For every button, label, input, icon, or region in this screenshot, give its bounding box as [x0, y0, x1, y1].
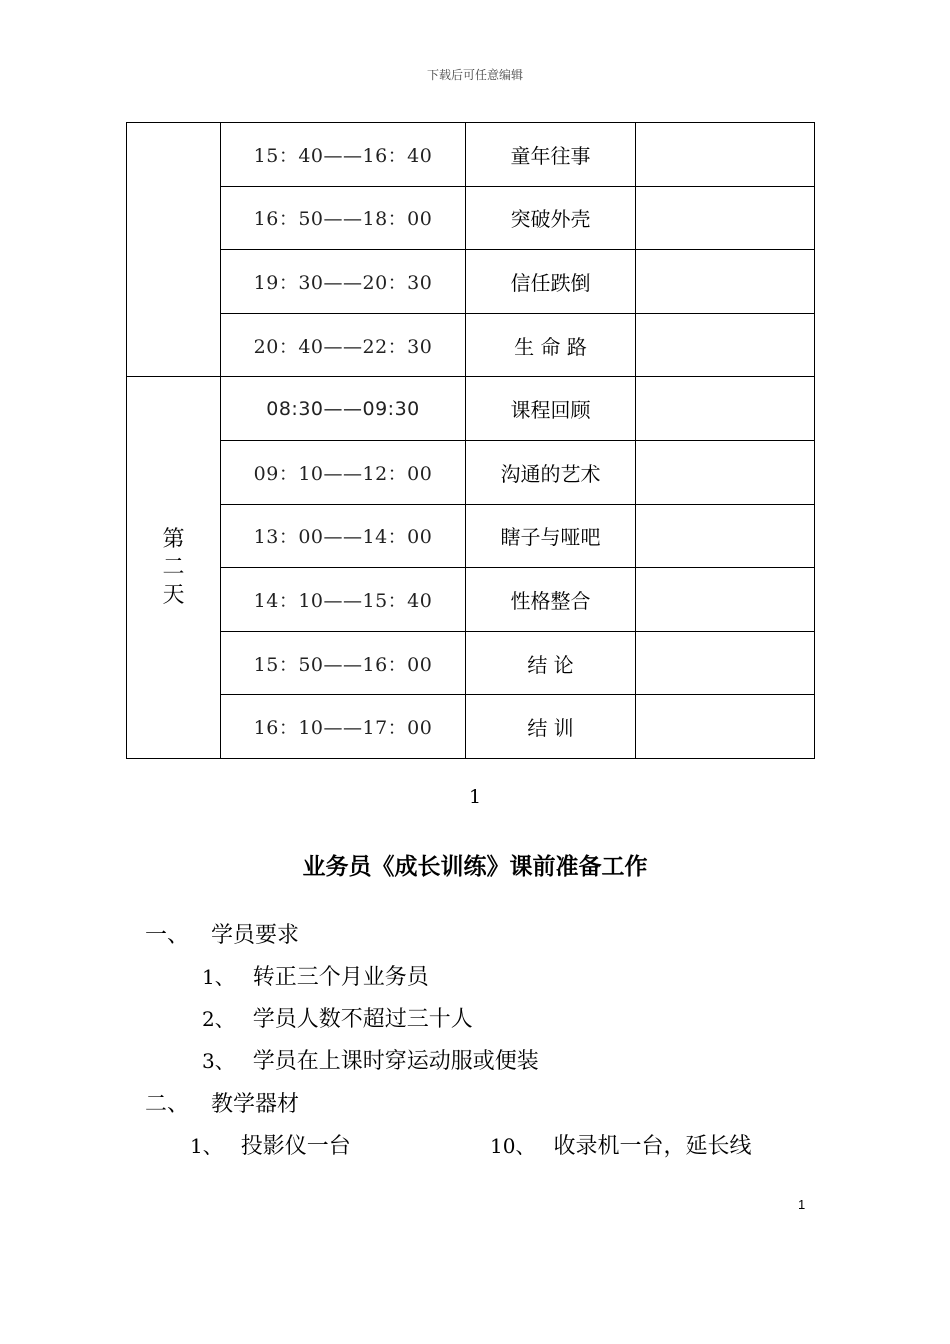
course-cell: 生 命 路: [466, 313, 636, 377]
list-item-text: 转正三个月业务员: [252, 965, 429, 990]
table-row: [127, 313, 815, 377]
table-row: [127, 377, 815, 441]
section-1-title: 学员要求: [211, 923, 300, 948]
table-row: [127, 631, 815, 695]
note-cell: [636, 250, 815, 314]
time-cell: 09：10——12：00: [221, 440, 466, 504]
course-cell: 结 训: [466, 695, 636, 759]
list-item: [490, 1129, 751, 1160]
table-row: [127, 695, 815, 759]
list-item: [202, 960, 429, 991]
table-row: [127, 504, 815, 568]
list-item: [202, 1002, 473, 1033]
table-row: [127, 186, 815, 250]
list-item: [202, 1044, 539, 1075]
section-2-heading: [145, 1087, 299, 1118]
page-number-mid: 1: [468, 786, 482, 808]
list-item-number: 1、: [202, 965, 235, 989]
time-cell: 13：00——14：00: [221, 504, 466, 568]
note-cell: [636, 313, 815, 377]
list-item-text: 收录机一台，延长线: [553, 1134, 752, 1159]
list-item-text: 学员在上课时穿运动服或便装: [252, 1049, 539, 1074]
course-cell: 信任跌倒: [466, 250, 636, 314]
note-cell: [636, 440, 815, 504]
list-item-number: 1、: [190, 1134, 223, 1158]
time-cell: 20：40——22：30: [221, 313, 466, 377]
header-note: 下载后可任意编辑: [426, 68, 523, 82]
course-cell: 突破外壳: [466, 186, 636, 250]
course-cell: 瞎子与哑吧: [466, 504, 636, 568]
list-item-text: 投影仪一台: [240, 1134, 351, 1159]
footer-page-number: 1: [798, 1197, 806, 1212]
note-cell: [636, 504, 815, 568]
section-2-number: 二、: [145, 1092, 190, 1117]
list-item-text: 学员人数不超过三十人: [252, 1007, 473, 1032]
table-row: [127, 123, 815, 187]
time-cell: 15：40——16：40: [221, 123, 466, 187]
section-2-title: 教学器材: [211, 1092, 300, 1117]
section-1-number: 一、: [145, 923, 190, 948]
table-row: [127, 440, 815, 504]
table-row: [127, 568, 815, 632]
schedule-table: [126, 122, 815, 759]
course-cell: 童年往事: [466, 123, 636, 187]
note-cell: [636, 631, 815, 695]
course-cell: 结 论: [466, 631, 636, 695]
document-title: 业务员《成长训练》课前准备工作: [302, 854, 648, 880]
time-cell: 15：50——16：00: [221, 631, 466, 695]
course-cell: 性格整合: [466, 568, 636, 632]
section-1-heading: [145, 918, 299, 949]
day-cell-first: [127, 123, 221, 377]
note-cell: [636, 568, 815, 632]
list-item-number: 2、: [202, 1007, 235, 1031]
list-item: [190, 1129, 351, 1160]
list-item-number: 3、: [202, 1049, 235, 1073]
list-item-number: 10、: [490, 1134, 536, 1158]
note-cell: [636, 123, 815, 187]
time-cell: 14：10——15：40: [221, 568, 466, 632]
table-row: [127, 250, 815, 314]
course-cell: 沟通的艺术: [466, 440, 636, 504]
time-cell: 08:30——09:30: [221, 377, 466, 441]
time-cell: 19：30——20：30: [221, 250, 466, 314]
day-label: 第二天: [162, 526, 185, 608]
note-cell: [636, 695, 815, 759]
note-cell: [636, 377, 815, 441]
note-cell: [636, 186, 815, 250]
course-cell: 课程回顾: [466, 377, 636, 441]
day-cell-second: [127, 377, 221, 759]
time-cell: 16：10——17：00: [221, 695, 466, 759]
time-cell: 16：50——18：00: [221, 186, 466, 250]
